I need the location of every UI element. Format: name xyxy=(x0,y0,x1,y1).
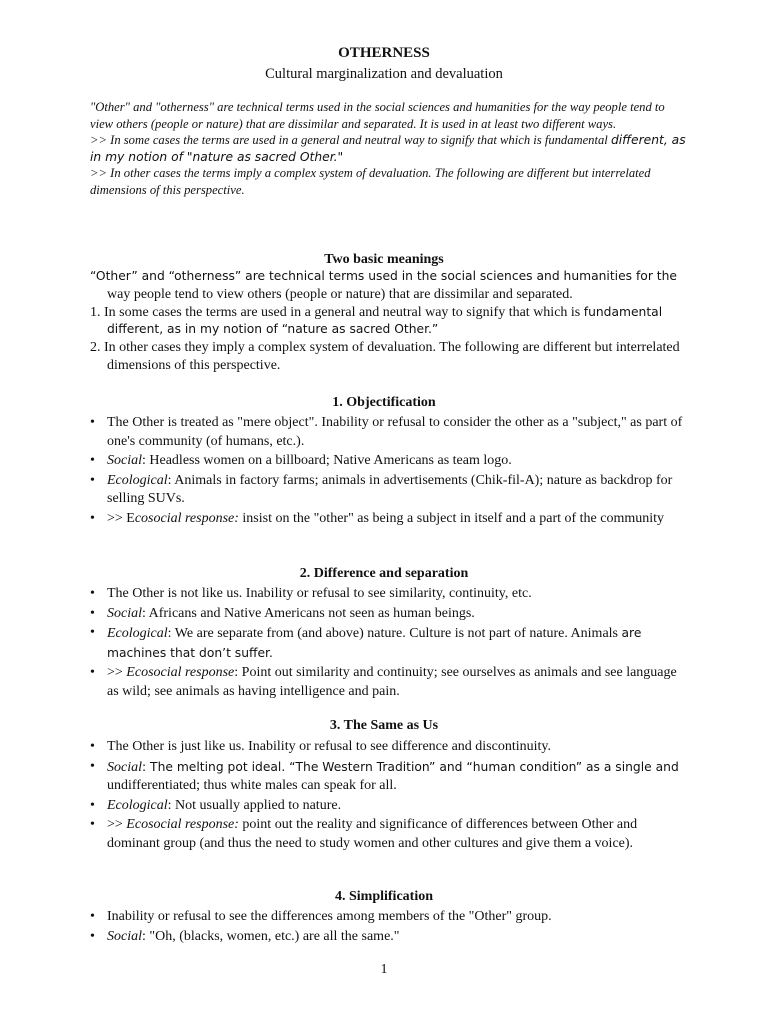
meanings-list xyxy=(90,268,690,375)
objectification-list xyxy=(90,414,690,529)
section-heading-same: 3. The Same as Us xyxy=(329,718,439,733)
list-item xyxy=(90,510,690,529)
list-item-text: Inability or refusal to see the differences among members of the "Other" group. xyxy=(107,909,552,924)
meanings-intro xyxy=(90,268,690,304)
bullet-icon: • xyxy=(90,928,95,944)
list-item-text: point out the reality and significance of differences between Other and dominant group (and thus the need to study women and other cultures and give them a voice). xyxy=(107,817,638,851)
document-title: OTHERNESS xyxy=(338,45,430,61)
list-item xyxy=(90,585,690,604)
bullet-icon: • xyxy=(90,797,95,813)
list-item-label: cosocial response: xyxy=(134,510,239,526)
list-item-label: Ecological xyxy=(107,472,168,488)
section-heading-difference: 2. Difference and separation xyxy=(299,566,469,581)
list-item xyxy=(90,908,690,927)
list-item-text: : Not usually applied to nature. xyxy=(167,797,342,813)
bullet-icon: • xyxy=(90,453,95,468)
document-subtitle: Cultural marginalization and devaluation xyxy=(265,66,503,82)
list-item-label: Social xyxy=(107,605,142,621)
meanings-intro-sans: “Other” and “otherness” are technical terms used in the social sciences and humanities for the xyxy=(90,269,677,283)
section-heading-objectification: 1. Objectification xyxy=(332,395,436,410)
page-number: 1 xyxy=(380,962,388,977)
bullet-icon: • xyxy=(90,625,95,640)
abstract-paragraph: "Other" and "otherness" are technical terms used in the social sciences and humanities for the way people tend to view others (people or nature) that are dissimilar and separated. It is used in at least two different ways. xyxy=(90,100,665,131)
list-item-prefix: >> xyxy=(107,665,127,680)
list-item xyxy=(90,797,690,816)
meanings-item-sans: fundamental different, as in my notion of “nature as sacred Other.” xyxy=(107,304,663,337)
list-item-sans: : The melting pot ideal. “The Western Tradition” and “human condition” as a single and xyxy=(142,759,679,774)
list-item-text: : Point out similarity and continuity; see ourselves as animals and see language as wild; see animals as having intelligence and pain. xyxy=(107,665,677,699)
abstract xyxy=(90,99,690,199)
list-item xyxy=(90,738,690,757)
bullet-icon: • xyxy=(90,739,95,754)
list-item-label: Social xyxy=(107,759,142,775)
meanings-item-2: 2. In other cases they imply a complex system of devaluation. The following are different but interrelated dimensions of this perspective. xyxy=(90,340,680,373)
bullet-icon: • xyxy=(90,586,95,601)
list-item xyxy=(90,605,690,624)
list-item-text: insist on the "other" as being a subject in itself and a part of the community xyxy=(238,510,665,526)
list-item-prefix: >> xyxy=(107,817,127,832)
list-item-label: Ecological xyxy=(107,626,168,641)
list-item-text: : We are separate from (and above) nature. Culture is not part of nature. Animals xyxy=(167,626,622,641)
bullet-icon: • xyxy=(90,415,95,430)
list-item-text: : Africans and Native Americans not seen as human beings. xyxy=(142,605,475,621)
bullet-icon: • xyxy=(90,472,95,488)
bullet-icon: • xyxy=(90,665,95,680)
list-item xyxy=(90,414,690,451)
difference-list xyxy=(90,585,690,702)
list-item xyxy=(90,472,690,509)
section-heading-meanings: Two basic meanings xyxy=(324,252,444,267)
abstract-paragraph: >> In other cases the terms imply a complex system of devaluation. The following are different but interrelated dimensions of this perspective. xyxy=(90,166,651,197)
abstract-text-sans: different, as in my notion of "nature as sacred Other." xyxy=(90,133,686,164)
list-item xyxy=(90,816,690,853)
list-item-text: : Animals in factory farms; animals in advertisements (Chik-fil-A); nature as backdrop for selling SUVs. xyxy=(107,472,673,506)
list-item-label: Ecosocial response xyxy=(126,665,235,680)
list-item xyxy=(90,624,690,663)
list-item xyxy=(90,452,690,471)
bullet-icon: • xyxy=(90,758,95,774)
simplification-list xyxy=(90,908,690,947)
list-item-label: Ecological xyxy=(107,797,168,813)
section-heading-simplification: 4. Simplification xyxy=(334,889,433,904)
abstract-paragraph xyxy=(90,132,690,165)
list-item-label: Social xyxy=(107,928,142,944)
list-item-sans: are machines that don’t suffer. xyxy=(107,626,642,660)
bullet-icon: • xyxy=(90,605,95,621)
list-item-prefix: >> E xyxy=(107,510,135,526)
abstract-text: >> In some cases the terms are used in a general and neutral way to signify that which is fundamental xyxy=(90,133,611,148)
list-item xyxy=(90,664,690,701)
list-item-text: The Other is not like us. Inability or refusal to see similarity, continuity, etc. xyxy=(107,586,532,601)
list-item-label: Social xyxy=(107,453,142,468)
list-item-text: undifferentiated; thus white males can speak for all. xyxy=(107,778,397,793)
meanings-item-text: 1. In some cases the terms are used in a general and neutral way to signify that which is xyxy=(90,304,584,320)
bullet-icon: • xyxy=(90,510,95,526)
list-item-text: The Other is treated as "mere object". Inability or refusal to consider the other as a "subject," as part of one's community (of humans, etc.). xyxy=(107,415,683,449)
list-item xyxy=(90,758,690,796)
list-item-text: : "Oh, (blacks, women, etc.) are all the same." xyxy=(142,928,400,944)
meanings-item-1 xyxy=(90,304,690,340)
list-item xyxy=(90,928,690,947)
meanings-intro-text: way people tend to view others (people or nature) that are dissimilar and separated. xyxy=(107,286,573,302)
same-list xyxy=(90,738,690,854)
list-item-label: Ecosocial response: xyxy=(126,817,239,832)
list-item-text: The Other is just like us. Inability or refusal to see difference and discontinuity. xyxy=(107,739,551,754)
bullet-icon: • xyxy=(90,817,95,832)
list-item-text: : Headless women on a billboard; Native Americans as team logo. xyxy=(142,453,512,468)
bullet-icon: • xyxy=(90,909,95,924)
